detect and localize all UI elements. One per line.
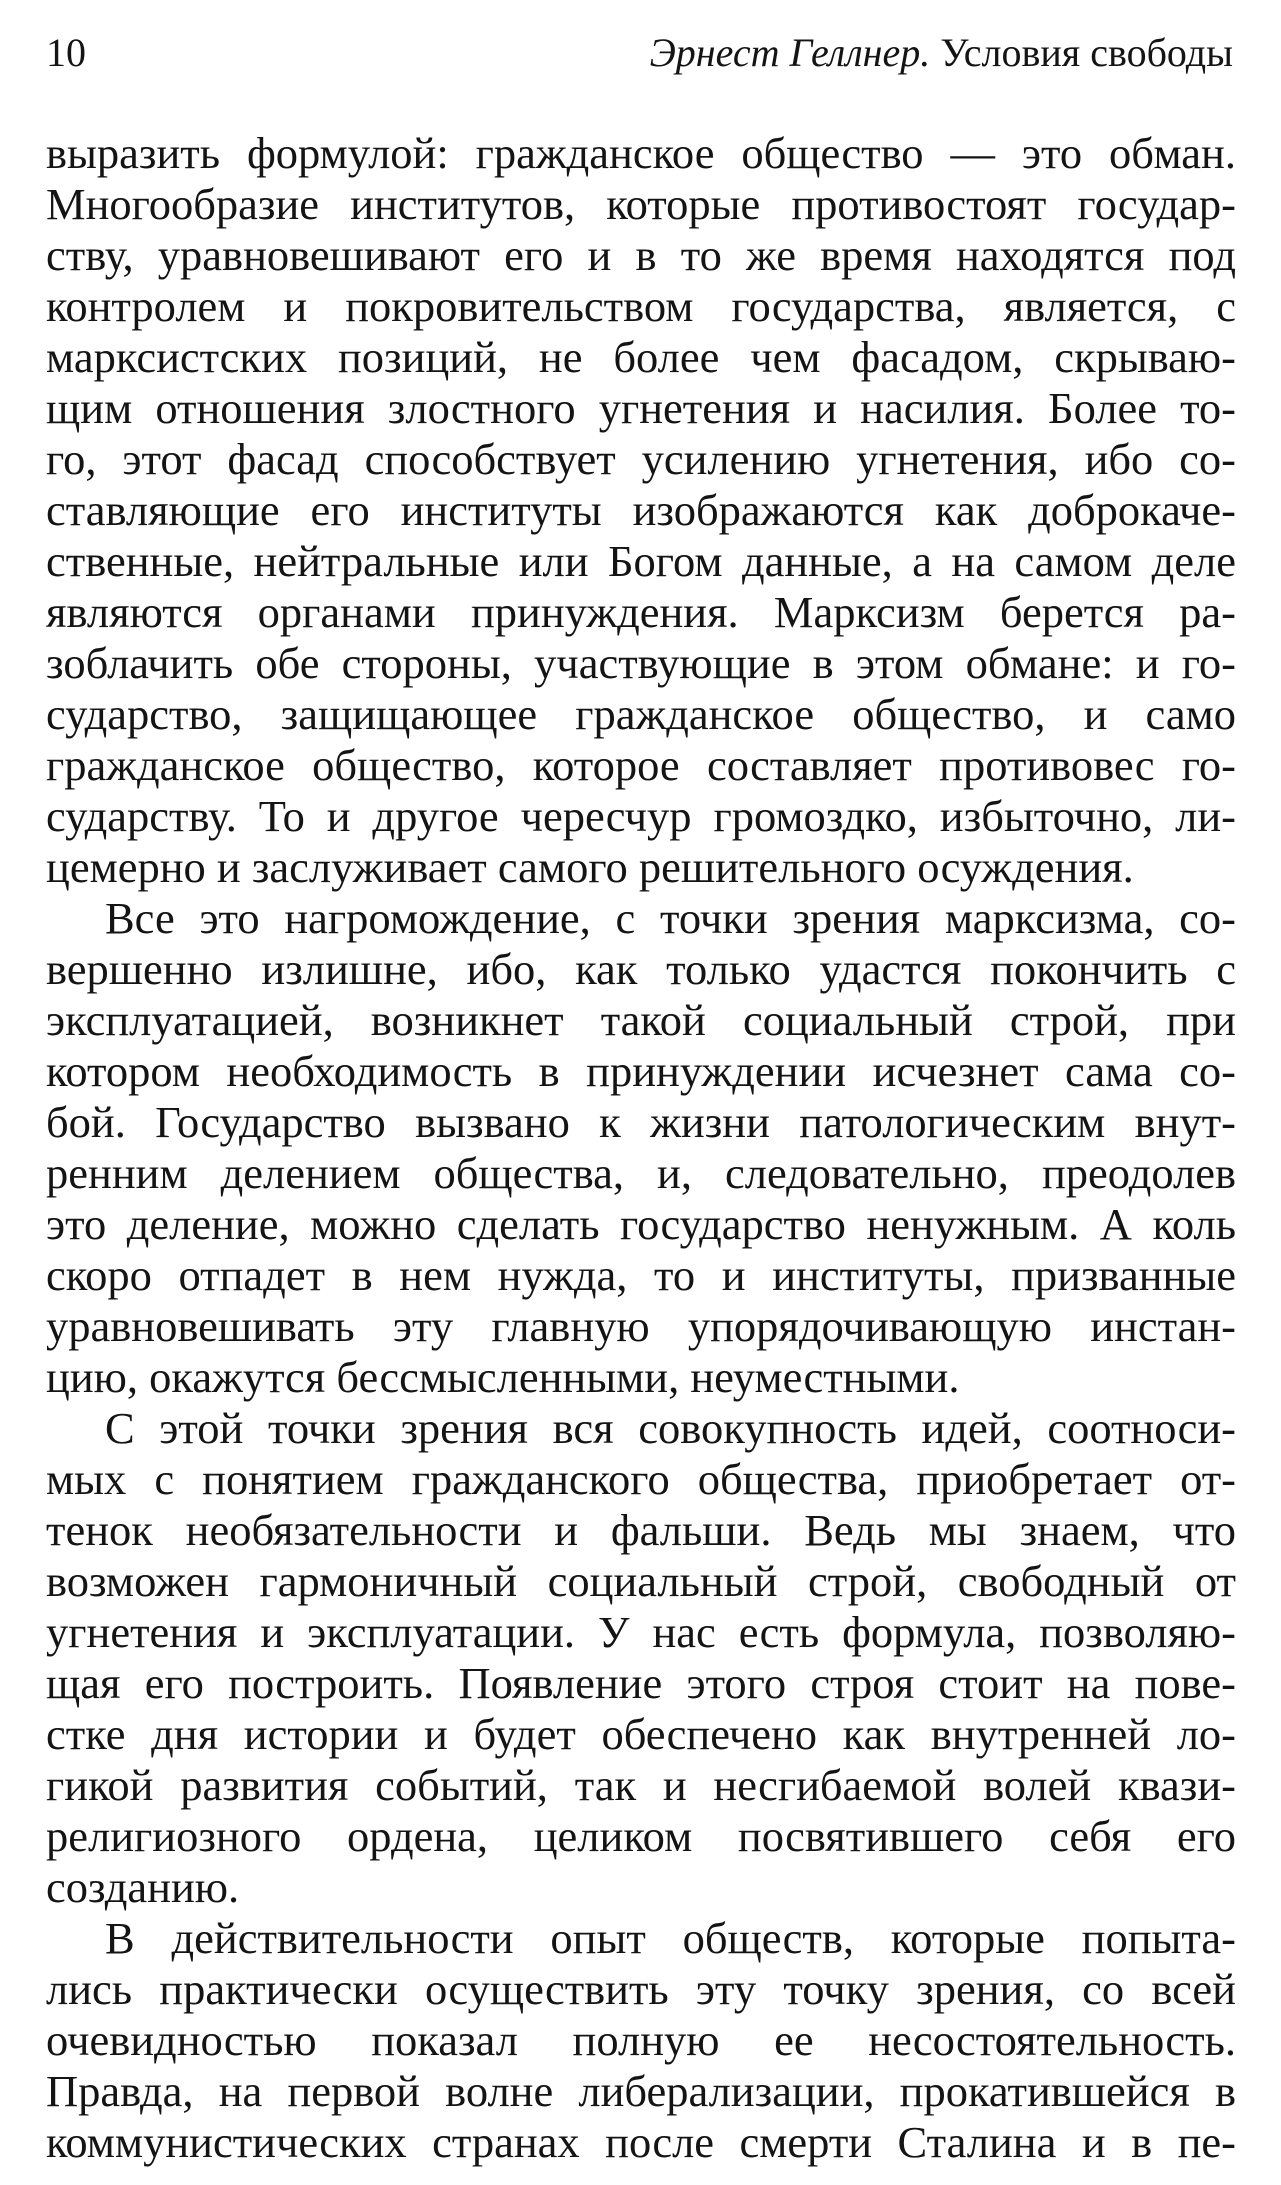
- text-line: Все это нагромождение, с точки зрения марксизма, со-: [105, 893, 1236, 943]
- text-line: ству, уравновешивают его и в то же время находятся под: [46, 230, 1236, 280]
- text-line: котором необходимость в принуждении исчезнет сама со-: [46, 1046, 1236, 1096]
- text-line: возможен гармоничный социальный строй, свободный от: [46, 1556, 1236, 1606]
- text-line: являются органами принуждения. Марксизм берется ра-: [46, 587, 1236, 637]
- text-line: религиозного ордена, целиком посвятившего себя его: [46, 1811, 1236, 1861]
- text-line: цемерно и заслуживает самого решительного осуждения.: [46, 842, 1134, 892]
- text-line: Многообразие институтов, которые противостоят государ-: [46, 179, 1236, 229]
- text-line: зоблачить обе стороны, участвующие в этом обмане: и го-: [46, 638, 1236, 688]
- text-line: эксплуатацией, возникнет такой социальный строй, при: [46, 995, 1236, 1045]
- text-line: созданию.: [46, 1862, 240, 1912]
- text-line: го, этот фасад способствует усилению угнетения, ибо со-: [46, 434, 1236, 484]
- text-line: С этой точки зрения вся совокупность идей, соотноси-: [105, 1403, 1236, 1453]
- text-line: мых с понятием гражданского общества, приобретает от-: [46, 1454, 1236, 1504]
- text-line: коммунистических странах после смерти Сталина и в пе-: [46, 2117, 1236, 2167]
- text-line: щим отношения злостного угнетения и насилия. Более то-: [46, 383, 1236, 433]
- text-line: марксистских позиций, не более чем фасадом, скрываю-: [46, 332, 1236, 382]
- text-line: вершенно излишне, ибо, как только удастся покончить с: [46, 944, 1236, 994]
- running-title: [650, 18, 1233, 88]
- text-line: это деление, можно сделать государство ненужным. А коль: [46, 1199, 1236, 1249]
- text-line: сударству. То и другое чересчур громоздко, избыточно, ли-: [46, 791, 1236, 841]
- running-title-author: Эрнест Геллнер.: [649, 30, 931, 75]
- text-line: угнетения и эксплуатации. У нас есть формула, позволяю-: [46, 1607, 1236, 1657]
- page-number: 10: [46, 30, 86, 75]
- text-line: гражданское общество, которое составляет противовес го-: [46, 740, 1236, 790]
- text-line: стке дня истории и будет обеспечено как внутренней ло-: [46, 1709, 1236, 1759]
- text-line: Правда, на первой волне либерализации, прокатившейся в: [46, 2066, 1236, 2116]
- text-line: выразить формулой: гражданское общество — это обман.: [46, 128, 1236, 178]
- running-title-book: Условия свободы: [940, 30, 1233, 75]
- text-line: контролем и покровительством государства, является, с: [46, 281, 1236, 331]
- text-line: ренним делением общества, и, следовательно, преодолев: [46, 1148, 1236, 1198]
- text-line: скоро отпадет в нем нужда, то и институты, призванные: [46, 1250, 1236, 1300]
- text-line: сударство, защищающее гражданское общество, и само: [46, 689, 1236, 739]
- text-line: цию, окажутся бессмысленными, неуместными.: [46, 1352, 960, 1402]
- text-line: лись практически осуществить эту точку зрения, со всей: [46, 1964, 1236, 2014]
- text-line: гикой развития событий, так и несгибаемой волей квази-: [46, 1760, 1236, 1810]
- text-line: бой. Государство вызвано к жизни патологическим внут-: [46, 1097, 1236, 1147]
- text-line: уравновешивать эту главную упорядочивающую инстан-: [46, 1301, 1236, 1351]
- text-line: тенок необязательности и фальши. Ведь мы знаем, что: [46, 1505, 1236, 1555]
- text-line: ственные, нейтральные или Богом данные, а на самом деле: [46, 536, 1236, 586]
- text-line: В действительности опыт обществ, которые попыта-: [105, 1913, 1236, 1963]
- text-line: очевидностью показал полную ее несостоятельность.: [46, 2015, 1236, 2065]
- text-line: щая его построить. Появление этого строя стоит на пове-: [46, 1658, 1236, 1708]
- running-header: [46, 18, 1233, 88]
- text-line: ставляющие его институты изображаются как доброкаче-: [46, 485, 1236, 535]
